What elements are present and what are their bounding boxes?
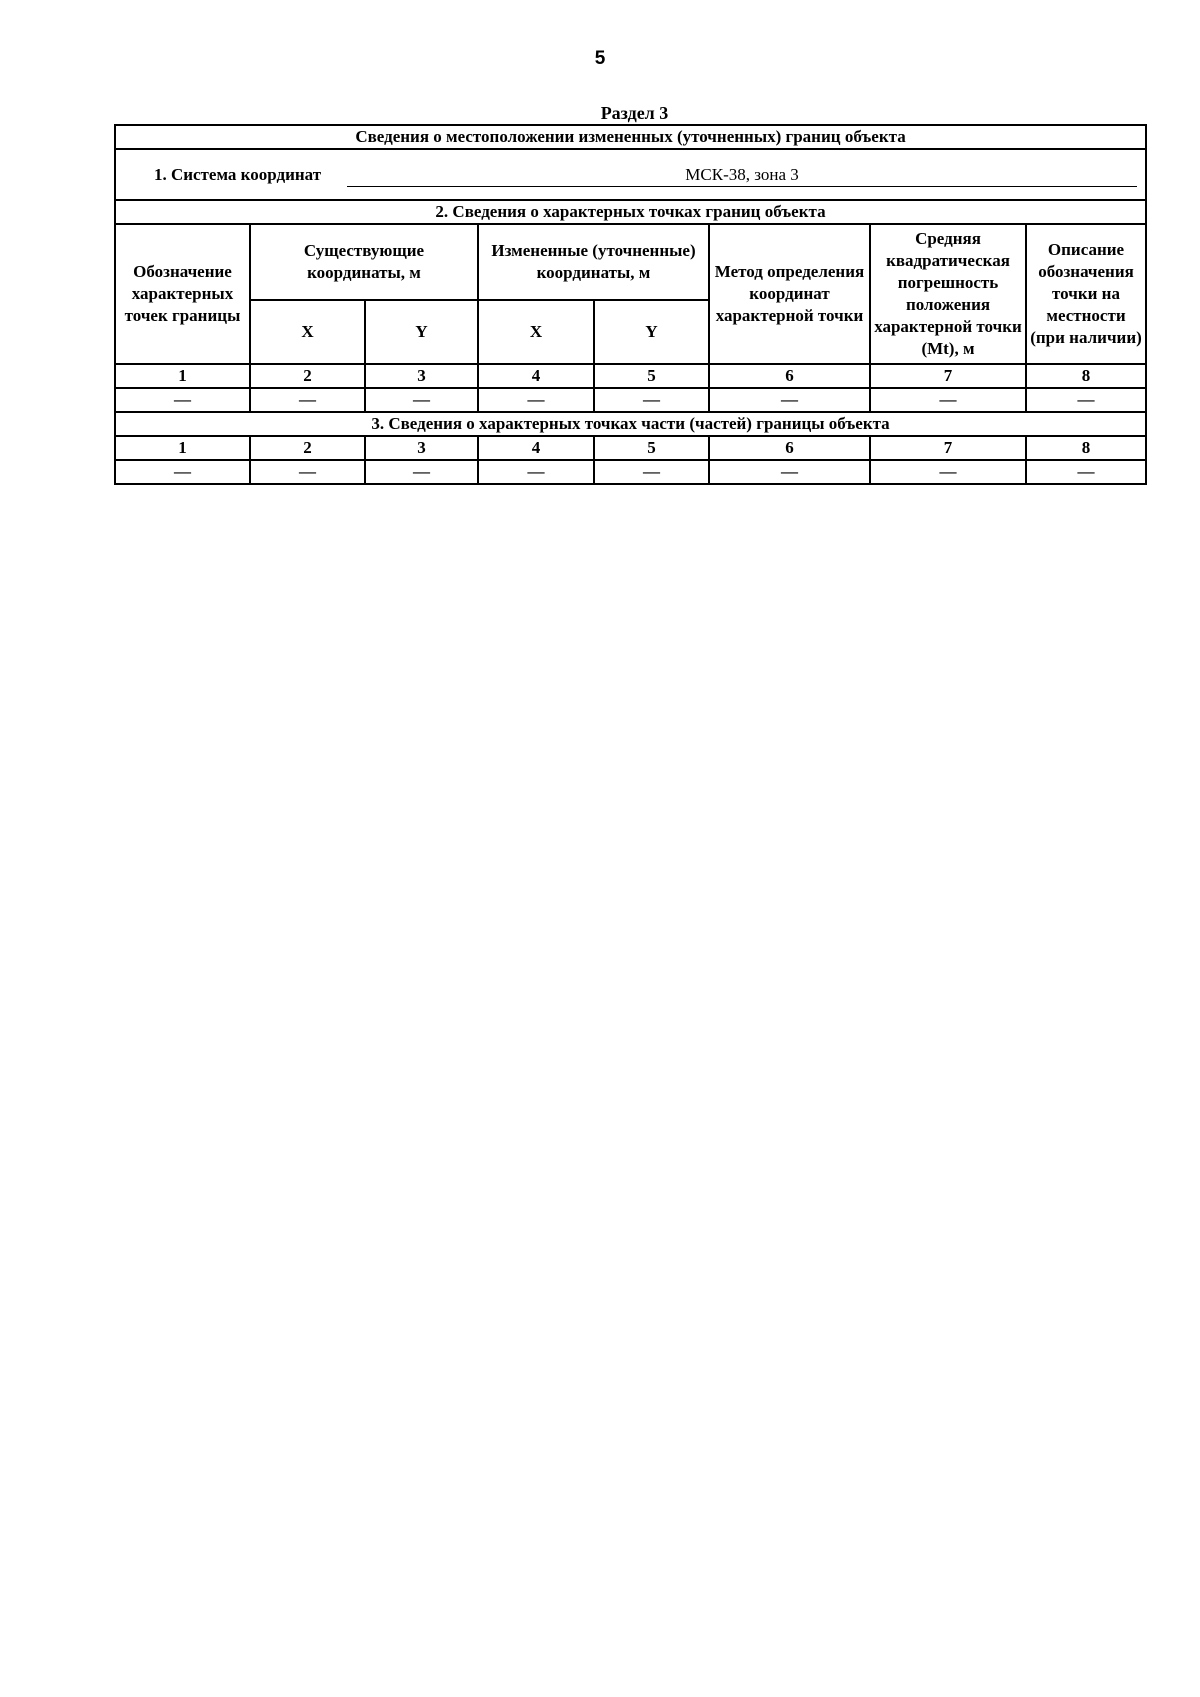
boundary-table	[114, 124, 1147, 485]
table-cell: —	[115, 460, 250, 484]
column-number: 1	[115, 436, 250, 460]
table-cell: —	[478, 388, 594, 412]
table-cell: —	[870, 460, 1026, 484]
table-cell: —	[115, 388, 250, 412]
col-designation: Обозначение характерных точек границы	[115, 224, 250, 364]
column-number: 2	[250, 364, 365, 388]
table-cell: —	[594, 388, 709, 412]
table-cell: —	[250, 388, 365, 412]
table-cell: —	[365, 388, 478, 412]
col-changed-coords: Измененные (уточненные) координаты, м	[478, 224, 709, 300]
column-number: 8	[1026, 364, 1146, 388]
column-number: 5	[594, 436, 709, 460]
table-cell: —	[1026, 460, 1146, 484]
column-number: 4	[478, 364, 594, 388]
changed-y-label: Y	[594, 300, 709, 364]
column-number: 6	[709, 364, 870, 388]
column-number: 3	[365, 436, 478, 460]
column-number: 7	[870, 364, 1026, 388]
coord-system-value: МСК-38, зона 3	[347, 162, 1137, 187]
column-number: 2	[250, 436, 365, 460]
table-cell: —	[365, 460, 478, 484]
table-cell: —	[594, 460, 709, 484]
col-description: Описание обозначения точки на местности (при наличии)	[1026, 224, 1146, 364]
table-cell: —	[870, 388, 1026, 412]
table-cell: —	[250, 460, 365, 484]
existing-y-label: Y	[365, 300, 478, 364]
coord-system-label: 1. Система координат	[153, 165, 322, 184]
table-cell: —	[709, 460, 870, 484]
column-number: 3	[365, 364, 478, 388]
page-number: 5	[594, 48, 606, 69]
col-error: Средняя квадратическая погрешность положения характерной точки (Mt), м	[870, 224, 1026, 364]
column-number: 5	[594, 364, 709, 388]
table-cell: —	[709, 388, 870, 412]
column-number: 7	[870, 436, 1026, 460]
column-number: 1	[115, 364, 250, 388]
subheader-part-points: 3. Сведения о характерных точках части (частей) границы объекта	[115, 412, 1146, 436]
changed-x-label: X	[478, 300, 594, 364]
col-existing-coords: Существующие координаты, м	[250, 224, 478, 300]
existing-x-label: X	[250, 300, 365, 364]
column-number: 8	[1026, 436, 1146, 460]
table-cell: —	[1026, 388, 1146, 412]
column-number: 4	[478, 436, 594, 460]
table-cell: —	[478, 460, 594, 484]
column-number: 6	[709, 436, 870, 460]
section-title: Раздел 3	[600, 103, 669, 123]
subheader-points: 2. Сведения о характерных точках границ объекта	[115, 200, 1146, 224]
table-header: Сведения о местоположении измененных (уточненных) границ объекта	[115, 125, 1146, 149]
col-method: Метод определения координат характерной точки	[709, 224, 870, 364]
coord-system-cell	[115, 149, 1146, 200]
